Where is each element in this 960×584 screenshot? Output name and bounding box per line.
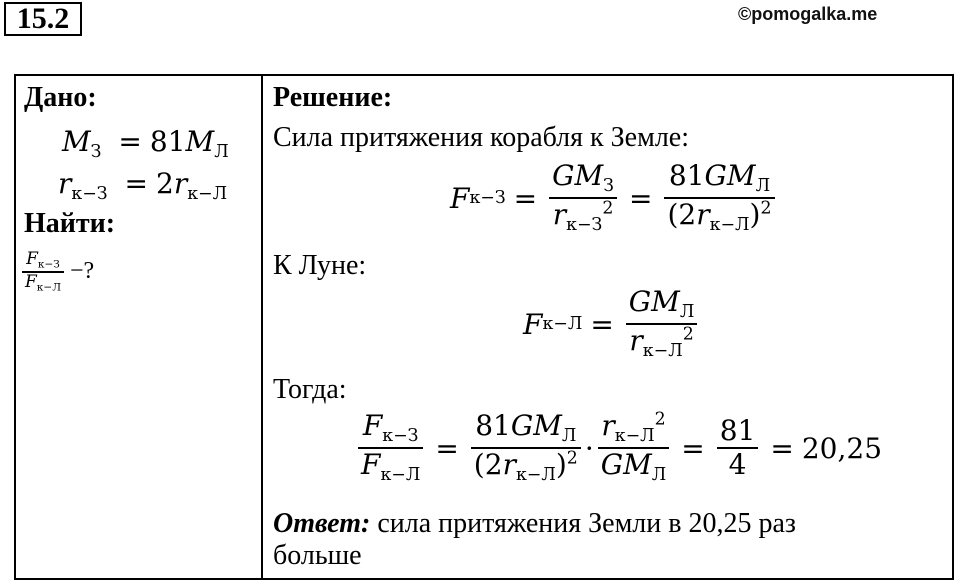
solution-text-moon: К Луне: [273,250,367,281]
given-distance-relation: $r_{к-З} = 2r_{к-Л}$ [58,167,228,205]
problem-number: 15.2 [4,2,82,36]
find-title: Найти: [24,208,116,239]
find-expression: $\frac{F_{к-З}}{F_{к-Л}}$ −? [22,250,94,294]
answer-text: сила притяжения Земли в 20,25 раз [377,508,796,539]
result-value: 20,25 [801,431,883,465]
answer-line-1 [273,510,796,538]
solution-text-then: Тогда: [273,374,347,405]
solution-title: Решение: [273,82,393,113]
equation-moon-force: F к−Л = $\frac{GM_Л}{r_{к-Л}^2}$ [523,286,701,362]
solution-text-earth: Сила притяжения корабля к Земле: [273,122,689,153]
column-divider [261,74,263,580]
given-mass-relation: $M_З = 81M_Л$ [62,125,229,163]
answer-label: Ответ: [273,508,371,539]
equation-earth-force: F к−З = $\frac{GM_З}{r_{к-З}^2}$ = $\frac{81GM_Л}{(2r_{к-Л})^2}$ [450,160,779,236]
given-title: Дано: [24,82,97,113]
equation-ratio: $\frac{F_{к-З}}{F_{к-Л}}$ = $\frac{81GM_Л}{(2r_{к-Л})^2}$ · $\frac{r_{к-Л}^2}{GM_Л}$ = $\frac{81}{4}$ = 20,25 [358,410,882,486]
answer-line-2: больше [273,540,362,571]
watermark: ©pomogalka.me [738,4,878,24]
